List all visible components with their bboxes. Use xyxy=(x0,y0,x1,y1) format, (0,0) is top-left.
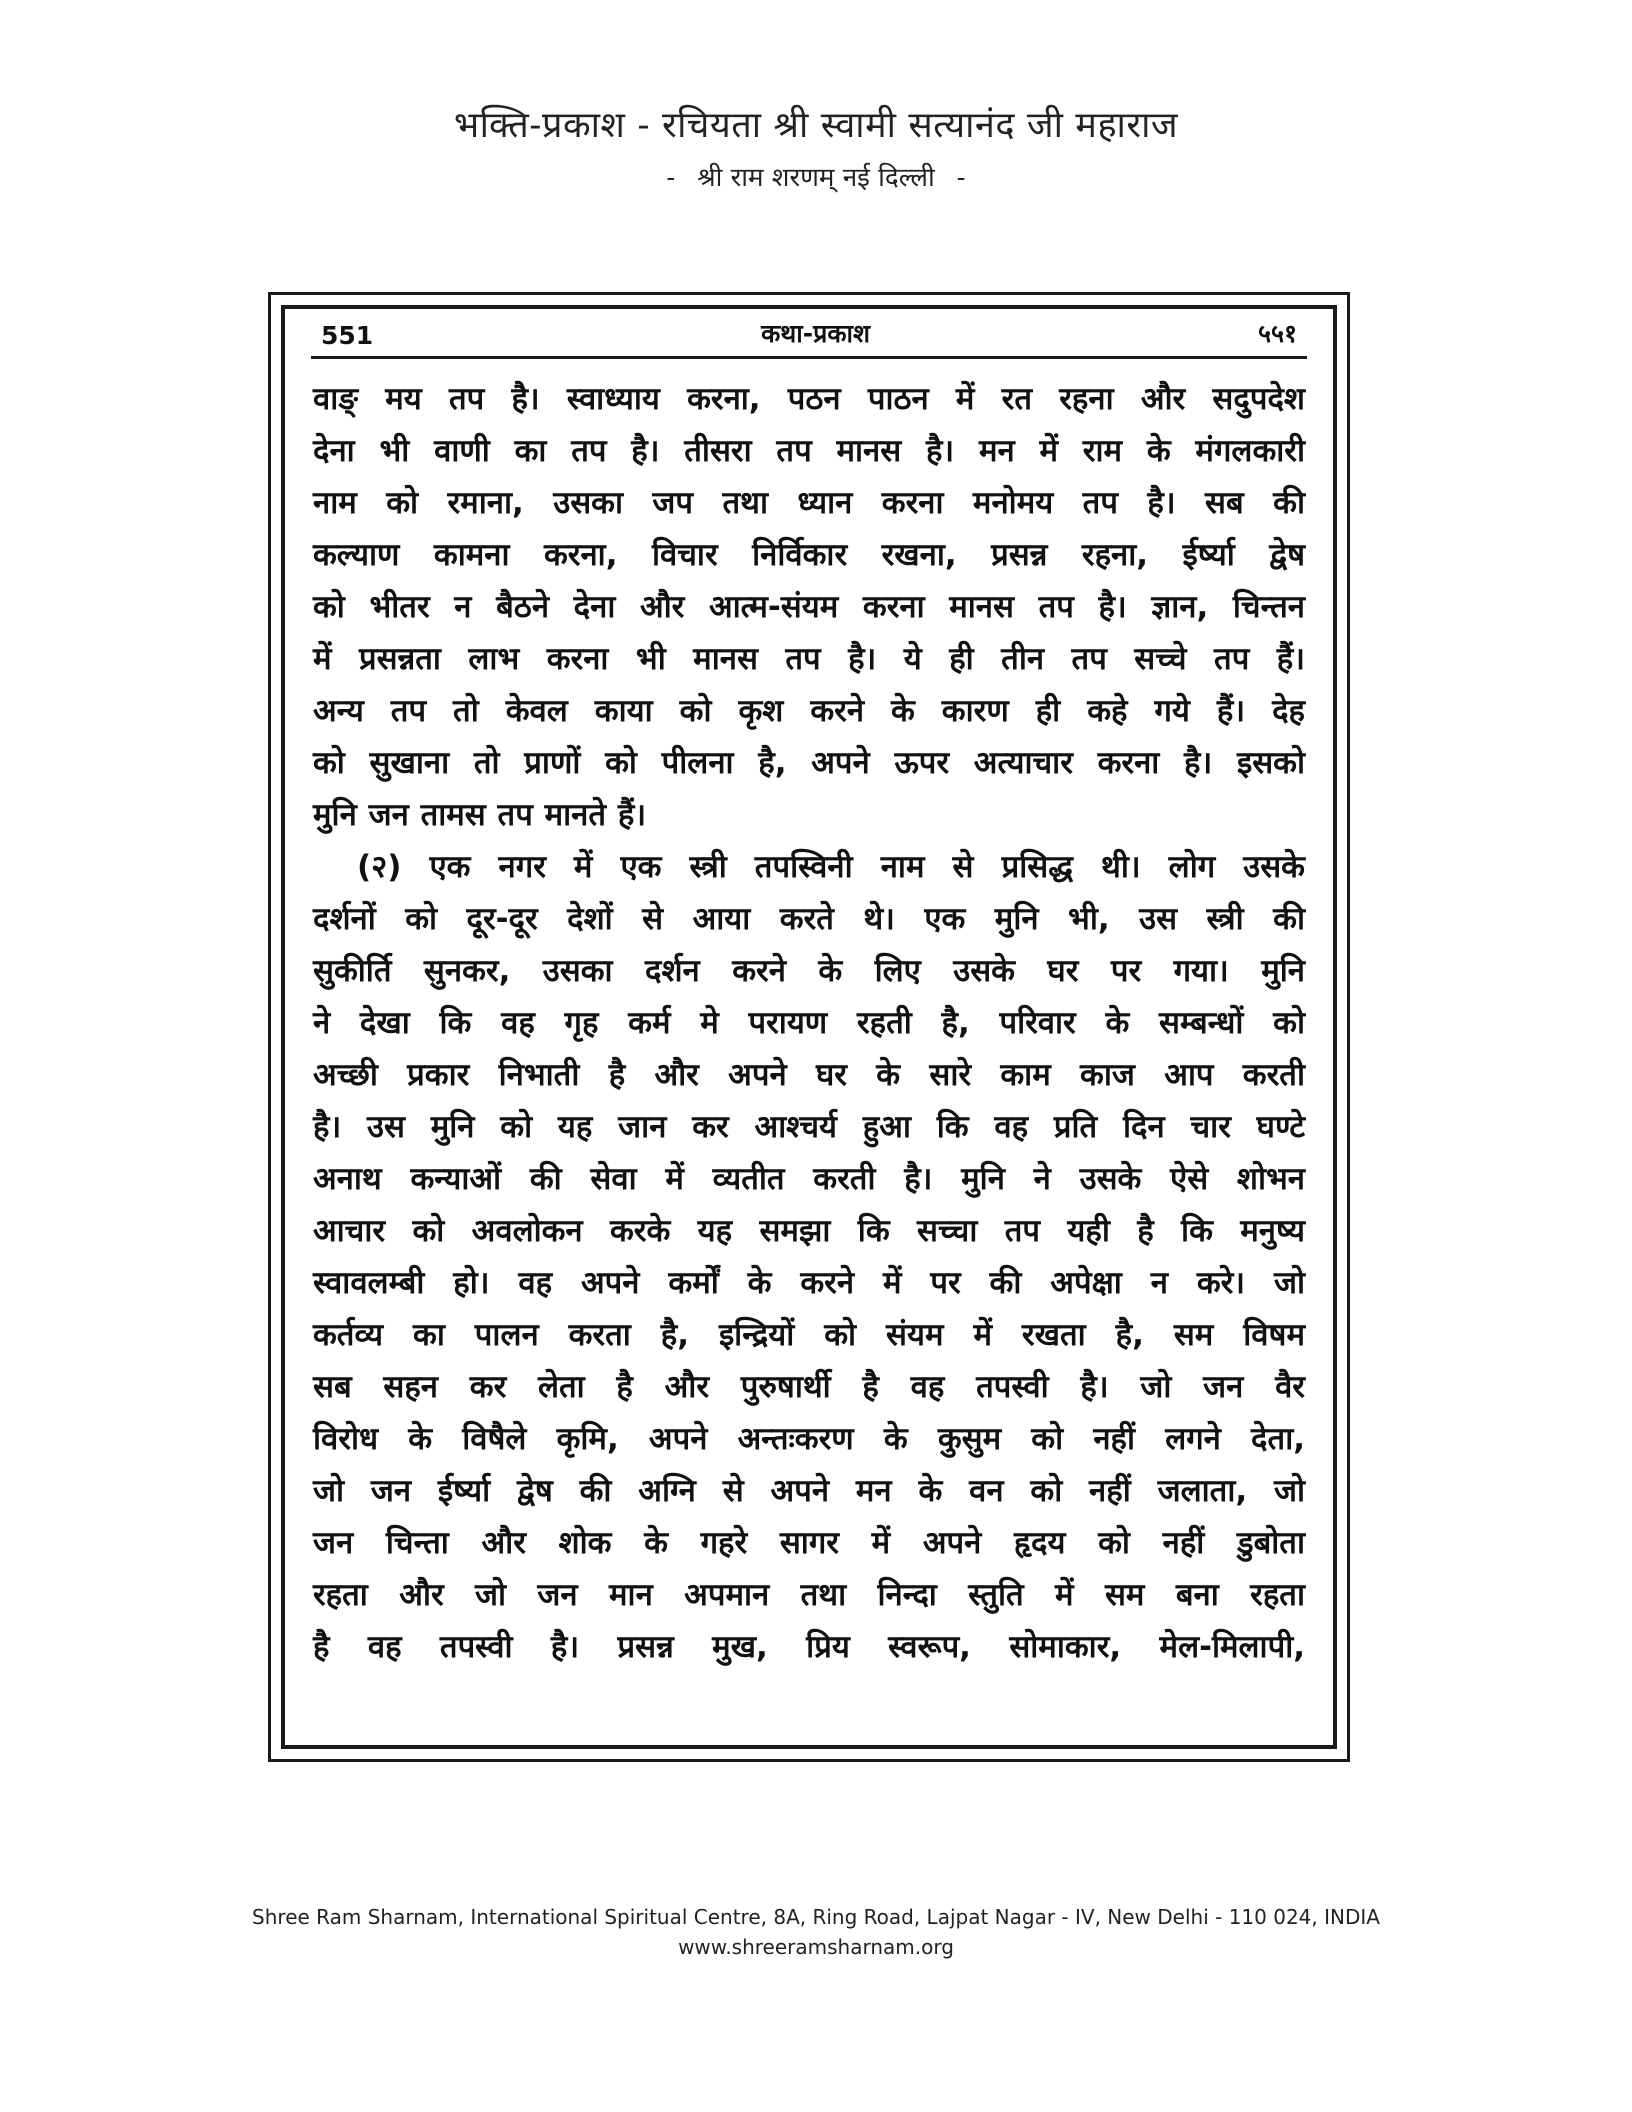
text-line: को सुखाना तो प्राणों को पीलना है, अपने ऊपर अत्याचार करना है। इसको xyxy=(313,745,1305,781)
text-line: है। उस मुनि को यह जान कर आश्चर्य हुआ कि वह प्रति दिन चार घण्टे xyxy=(313,1109,1305,1145)
text-line: विरोध के विषैले कृमि, अपने अन्तःकरण के कुसुम को नहीं लगने देता, xyxy=(313,1421,1305,1457)
book-title: भक्ति-प्रकाश - रचियता श्री स्वामी सत्यानंद जी महाराज xyxy=(453,105,1179,146)
text-line: स्वावलम्बी हो। वह अपने कर्मों के करने में पर की अपेक्षा न करे। जो xyxy=(313,1265,1305,1301)
book-subtitle xyxy=(0,156,1632,200)
page-footer xyxy=(0,1902,1632,1962)
body-text xyxy=(311,373,1307,1673)
text-line: जो जन ईर्ष्या द्वेष की अग्नि से अपने मन के वन को नहीं जलाता, जो xyxy=(313,1473,1305,1509)
page-frame-outer xyxy=(268,292,1350,1762)
page-header xyxy=(0,100,1632,200)
text-line: सब सहन कर लेता है और पुरुषार्थी है वह तपस्वी है। जो जन वैर xyxy=(313,1369,1305,1405)
text-line: जन चिन्ता और शोक के गहरे सागर में अपने हृदय को नहीं डुबोता xyxy=(313,1525,1305,1561)
text-line: कल्याण कामना करना, विचार निर्विकार रखना, प्रसन्न रहना, ईर्ष्या द्वेष xyxy=(313,537,1305,573)
text-line: आचार को अवलोकन करके यह समझा कि सच्चा तप यही है कि मनुष्य xyxy=(313,1213,1305,1249)
text-line: अच्छी प्रकार निभाती है और अपने घर के सारे काम काज आप करती xyxy=(313,1057,1305,1093)
page-number-devanagari: ५५१ xyxy=(1257,319,1297,348)
text-line: सुकीर्ति सुनकर, उसका दर्शन करने के लिए उसके घर पर गया। मुनि xyxy=(313,953,1305,989)
section-title: कथा-प्रकाश xyxy=(761,319,871,348)
subtitle-right-dash: - xyxy=(956,163,966,193)
text-line: अनाथ कन्याओं की सेवा में व्यतीत करती है। मुनि ने उसके ऐसे शोभन xyxy=(313,1161,1305,1197)
text-line: अन्य तप तो केवल काया को कृश करने के कारण ही कहे गये हैं। देह xyxy=(313,693,1305,729)
text-line: दर्शनों को दूर-दूर देशों से आया करते थे। एक मुनि भी, उस स्त्री की xyxy=(313,901,1305,937)
text-line: रहता और जो जन मान अपमान तथा निन्दा स्तुति में सम बना रहता xyxy=(313,1577,1305,1613)
footer-website: www.shreeramsharnam.org xyxy=(678,1935,954,1959)
text-line: को भीतर न बैठने देना और आत्म-संयम करना मानस तप है। ज्ञान, चिन्तन xyxy=(313,589,1305,625)
text-line: में प्रसन्नता लाभ करना भी मानस तप है। ये ही तीन तप सच्चे तप हैं। xyxy=(313,641,1305,677)
footer-address: Shree Ram Sharnam, International Spiritual Centre, 8A, Ring Road, Lajpat Nagar - IV, New Delhi - 110 024, INDIA xyxy=(252,1905,1380,1929)
text-line: ने देखा कि वह गृह कर्म मे परायण रहती है, परिवार के सम्बन्धों को xyxy=(313,1005,1305,1041)
subtitle-left-dash: - xyxy=(666,163,676,193)
page-number-arabic: 551 xyxy=(321,321,374,350)
text-line: मुनि जन तामस तप मानते हैं। xyxy=(313,797,647,833)
text-line: नाम को रमाना, उसका जप तथा ध्यान करना मनोमय तप है। सब की xyxy=(313,485,1305,521)
page-frame-inner xyxy=(281,305,1337,1749)
text-line: देना भी वाणी का तप है। तीसरा तप मानस है। मन में राम के मंगलकारी xyxy=(313,433,1305,469)
text-line: है वह तपस्वी है। प्रसन्न मुख, प्रिय स्वरूप, सोमाकार, मेल-मिलापी, xyxy=(313,1629,1305,1665)
text-line: कर्तव्य का पालन करता है, इन्द्रियों को संयम में रखता है, सम विषम xyxy=(313,1317,1305,1353)
text-line: (२) एक नगर में एक स्त्री तपस्विनी नाम से प्रसिद्ध थी। लोग उसके xyxy=(357,849,1305,885)
text-line: वाङ् मय तप है। स्वाध्याय करना, पठन पाठन में रत रहना और सदुपदेश xyxy=(313,381,1305,417)
subtitle-text: श्री राम शरणम् नई दिल्ली xyxy=(697,163,935,193)
running-head xyxy=(311,309,1307,359)
